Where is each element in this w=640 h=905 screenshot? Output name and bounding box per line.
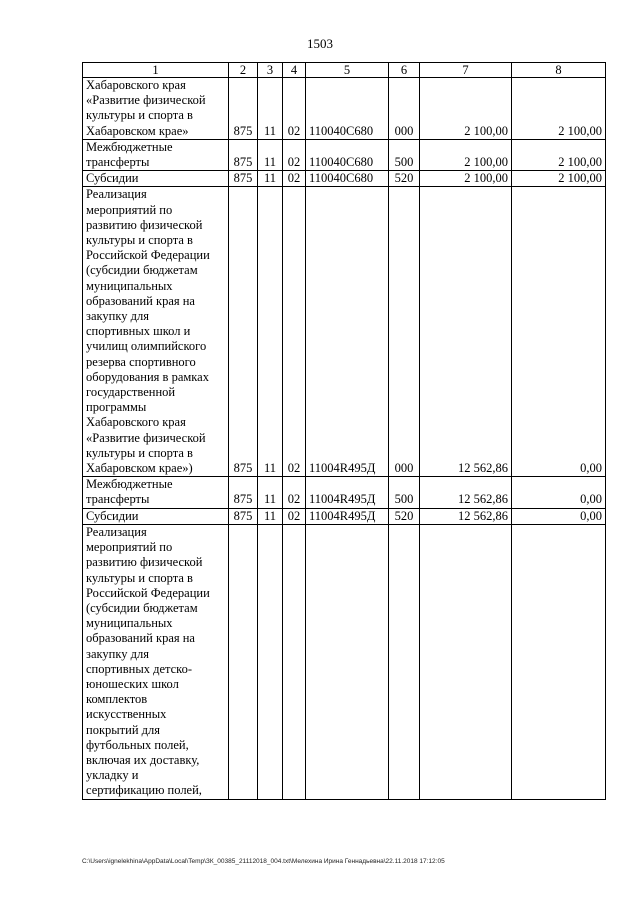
row-amount-1: 12 562,86	[420, 477, 512, 508]
header-col-6: 6	[389, 63, 420, 78]
row-amount-2: 0,00	[512, 187, 606, 477]
row-section: 11	[258, 171, 283, 187]
row-amount-1: 2 100,00	[420, 78, 512, 140]
row-amount-2	[512, 524, 606, 799]
table-row	[83, 78, 606, 140]
row-expense-type	[389, 524, 420, 799]
footer-file-path: C:\Users\ignelekhina\AppData\Local\Temp\ЗК_00385_21112018_004.txt\Мелехина Ирина Геннадьевна\22.11.2018 17:12:05	[82, 858, 445, 865]
row-amount-2: 0,00	[512, 477, 606, 508]
row-expense-type: 520	[389, 171, 420, 187]
row-amount-1: 12 562,86	[420, 187, 512, 477]
row-target-article: 110040С680	[306, 139, 389, 170]
table-row	[83, 508, 606, 524]
row-ministry-code: 875	[229, 187, 258, 477]
header-col-8: 8	[512, 63, 606, 78]
row-ministry-code: 875	[229, 78, 258, 140]
row-ministry-code: 875	[229, 508, 258, 524]
page-number: 1503	[307, 36, 333, 51]
row-target-article: 11004R495Д	[306, 508, 389, 524]
table-row	[83, 524, 606, 799]
row-expense-type: 000	[389, 187, 420, 477]
row-expense-type: 500	[389, 477, 420, 508]
table-row	[83, 139, 606, 170]
row-subsection	[283, 524, 306, 799]
row-amount-2: 0,00	[512, 508, 606, 524]
row-section	[258, 524, 283, 799]
row-target-article: 11004R495Д	[306, 477, 389, 508]
row-name: Субсидии	[83, 171, 229, 187]
table-row	[83, 477, 606, 508]
row-section: 11	[258, 139, 283, 170]
row-name: Хабаровского края «Развитие физической культуры и спорта в Хабаровском крае»	[83, 78, 229, 140]
row-target-article: 110040С680	[306, 171, 389, 187]
row-subsection: 02	[283, 187, 306, 477]
header-row	[83, 63, 606, 78]
row-subsection: 02	[283, 78, 306, 140]
row-name: Реализация мероприятий по развитию физической культуры и спорта в Российской Федерации (субсидии бюджетам муниципальных образований края на закупку для спортивных школ и училищ олимпийского резерва спортивного оборудования в рамках государственной программы Хабаровского края «Развитие физической культуры и спорта в Хабаровском крае»)	[83, 187, 229, 477]
row-amount-2: 2 100,00	[512, 139, 606, 170]
header-col-5: 5	[306, 63, 389, 78]
header-col-4: 4	[283, 63, 306, 78]
row-amount-1: 12 562,86	[420, 508, 512, 524]
row-expense-type: 000	[389, 78, 420, 140]
row-section: 11	[258, 477, 283, 508]
row-target-article: 11004R495Д	[306, 187, 389, 477]
row-amount-2: 2 100,00	[512, 171, 606, 187]
table-row	[83, 171, 606, 187]
row-ministry-code	[229, 524, 258, 799]
row-ministry-code: 875	[229, 139, 258, 170]
row-section: 11	[258, 78, 283, 140]
header-col-2: 2	[229, 63, 258, 78]
row-target-article	[306, 524, 389, 799]
table-row	[83, 187, 606, 477]
row-name: Межбюджетные трансферты	[83, 139, 229, 170]
row-target-article: 110040С680	[306, 78, 389, 140]
header-col-1: 1	[83, 63, 229, 78]
row-amount-1	[420, 524, 512, 799]
row-name: Субсидии	[83, 508, 229, 524]
row-subsection: 02	[283, 171, 306, 187]
row-name: Межбюджетные трансферты	[83, 477, 229, 508]
header-col-3: 3	[258, 63, 283, 78]
row-expense-type: 500	[389, 139, 420, 170]
row-subsection: 02	[283, 477, 306, 508]
row-amount-2: 2 100,00	[512, 78, 606, 140]
row-amount-1: 2 100,00	[420, 139, 512, 170]
row-ministry-code: 875	[229, 171, 258, 187]
row-name: Реализация мероприятий по развитию физической культуры и спорта в Российской Федерации (субсидии бюджетам муниципальных образований края на закупку для спортивных детско- юношеских школ комплектов искусственных покрытий для футбольных полей, включая их доставку, укладку и сертификацию полей,	[83, 524, 229, 799]
row-ministry-code: 875	[229, 477, 258, 508]
row-amount-1: 2 100,00	[420, 171, 512, 187]
row-expense-type: 520	[389, 508, 420, 524]
row-section: 11	[258, 187, 283, 477]
row-subsection: 02	[283, 139, 306, 170]
budget-table	[82, 62, 606, 800]
row-subsection: 02	[283, 508, 306, 524]
row-section: 11	[258, 508, 283, 524]
header-col-7: 7	[420, 63, 512, 78]
